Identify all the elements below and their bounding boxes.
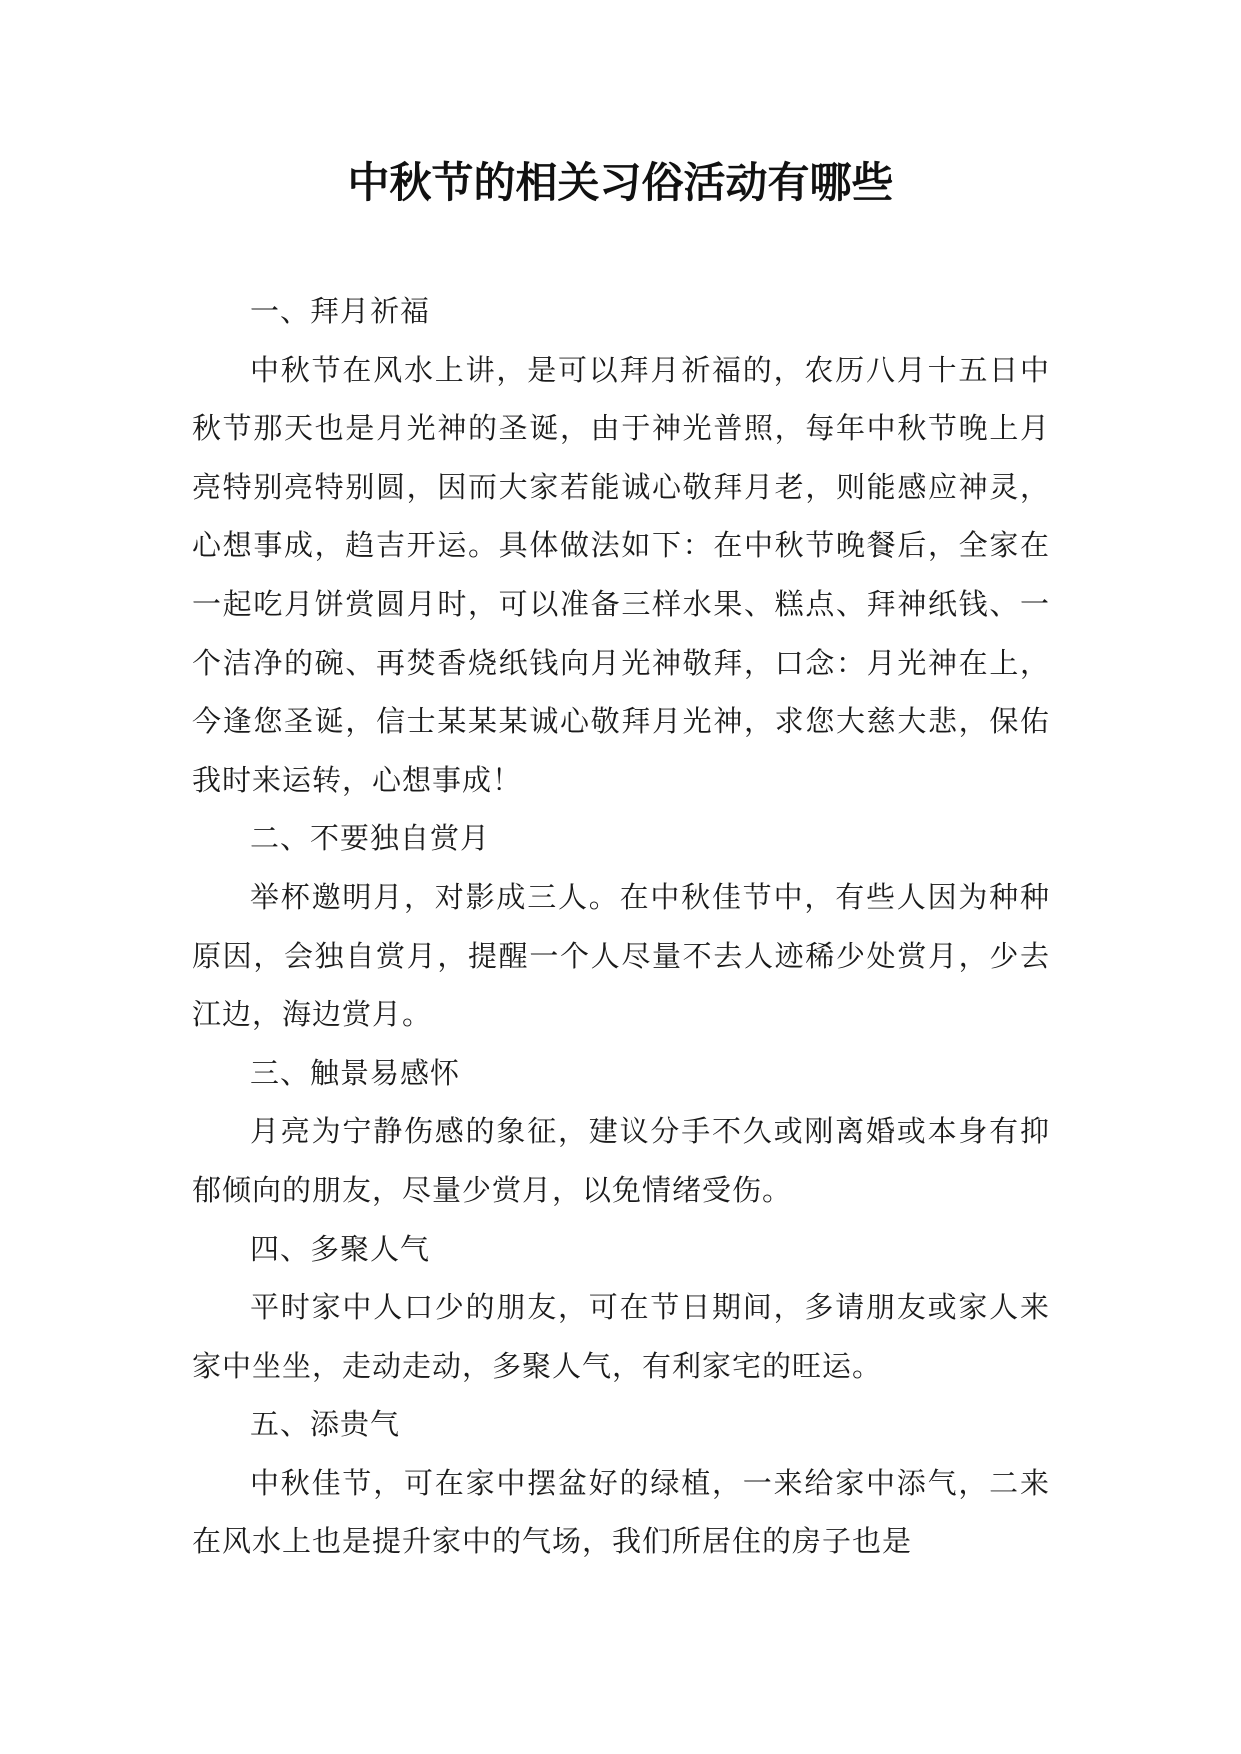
document-title: 中秋节的相关习俗活动有哪些 bbox=[347, 158, 894, 207]
section-heading-4: 四、多聚人气 bbox=[250, 1231, 431, 1266]
paragraph-5: 中秋佳节，可在家中摆盆好的绿植，一来给家中添气，二来在风水上也是提升家中的气场，我们所居住的房子也是 bbox=[192, 1465, 1050, 1559]
paragraph-2: 举杯邀明月，对影成三人。在中秋佳节中，有些人因为种种原因，会独自赏月，提醒一个人尽量不去人迹稀少处赏月，少去江边，海边赏月。 bbox=[192, 879, 1050, 1032]
document-body bbox=[192, 282, 1050, 1571]
section-heading-2: 二、不要独自赏月 bbox=[250, 821, 491, 856]
section-heading-1: 一、拜月祈福 bbox=[250, 294, 431, 328]
paragraph-4: 平时家中人口少的朋友，可在节日期间，多请朋友或家人来家中坐坐，走动走动，多聚人气，有利家宅的旺运。 bbox=[192, 1290, 1050, 1383]
section-heading-5: 五、添贵气 bbox=[250, 1407, 401, 1442]
paragraph-3: 月亮为宁静伤感的象征，建议分手不久或刚离婚或本身有抑郁倾向的朋友，尽量少赏月，以免情绪受伤。 bbox=[192, 1114, 1050, 1207]
paragraph-1: 中秋节在风水上讲，是可以拜月祈福的，农历八月十五日中秋节那天也是月光神的圣诞，由于神光普照，每年中秋节晚上月亮特别亮特别圆，因而大家若能诚心敬拜月老，则能感应神灵，心想事成，趋吉开运。具体做法如下：在中秋节晚餐后，全家在一起吃月饼赏圆月时，可以准备三样水果、糕点、拜神纸钱、一个洁净的碗、再焚香烧纸钱向月光神敬拜，口念：月光神在上，今逢您圣诞，信士某某某诚心敬拜月光神，求您大慈大悲，保佑我时来运转，心想事成！ bbox=[192, 352, 1050, 797]
section-heading-3: 三、触景易感怀 bbox=[250, 1055, 461, 1090]
